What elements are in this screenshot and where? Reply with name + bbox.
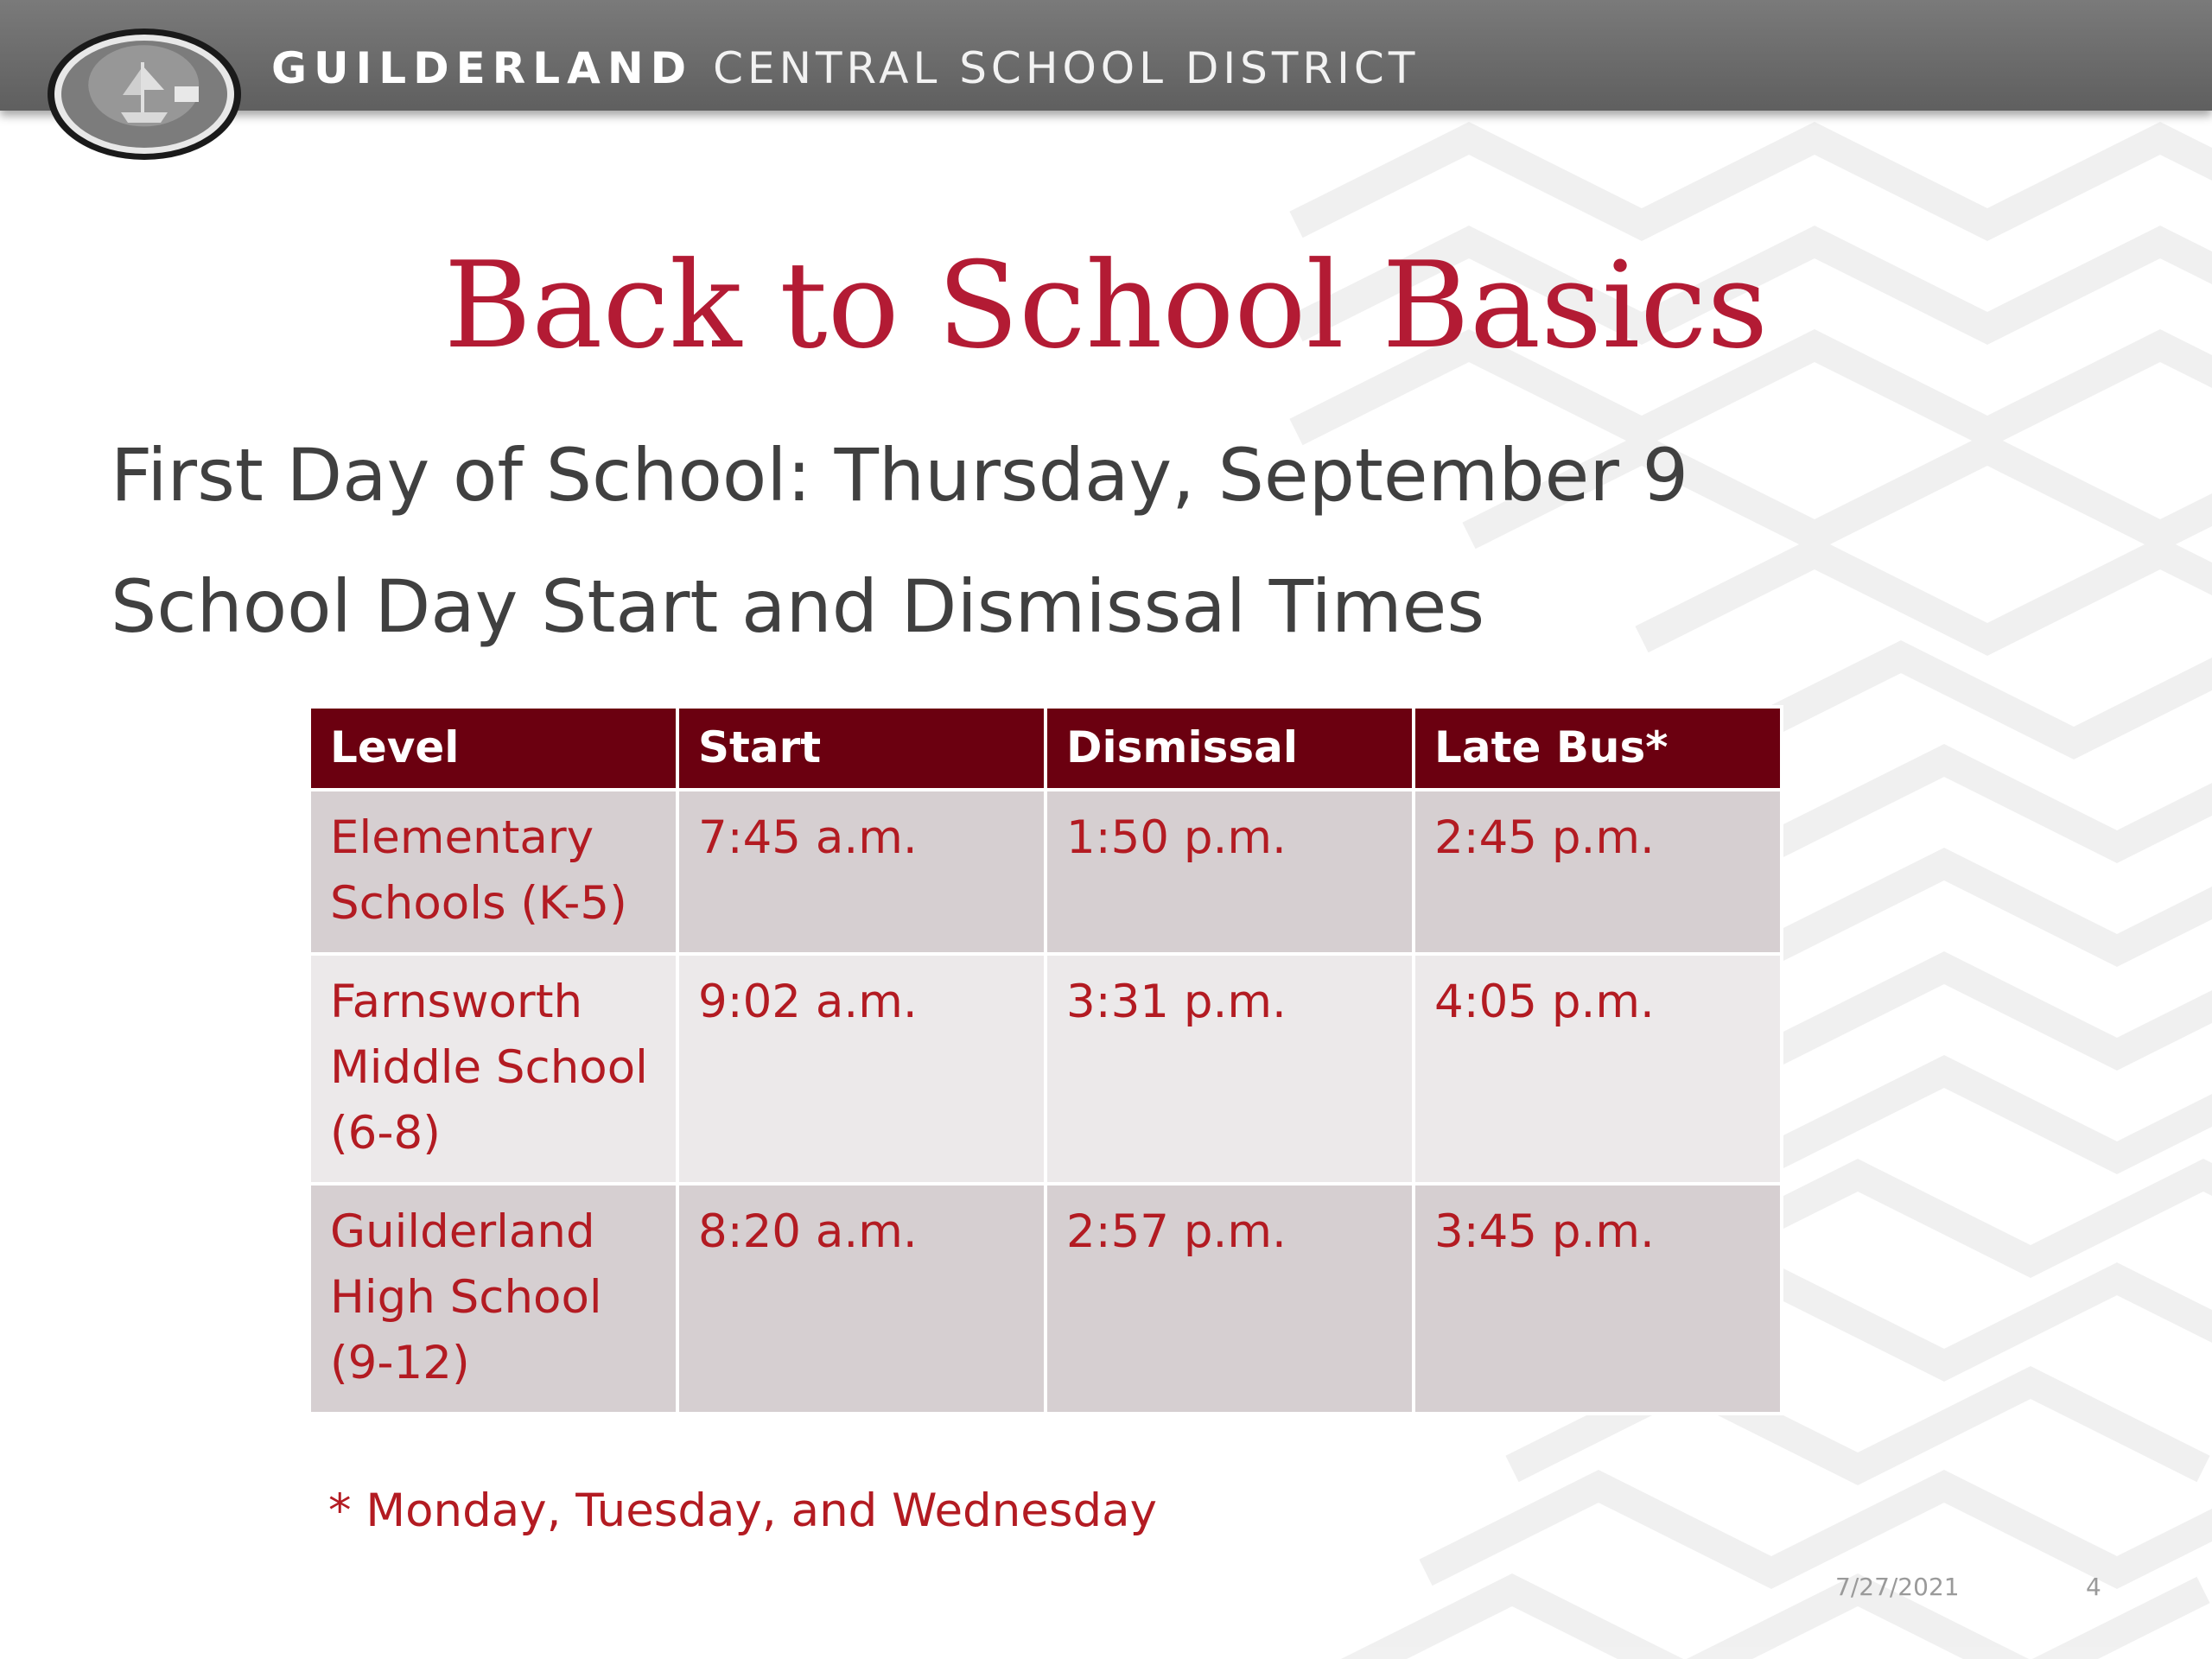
times-heading: School Day Start and Dismissal Times (111, 564, 1485, 649)
start-cell: 8:20 a.m. (677, 1184, 1046, 1414)
first-day-text: First Day of School: Thursday, September 9 (111, 433, 1689, 518)
late-bus-cell: 3:45 p.m. (1414, 1184, 1782, 1414)
schedule-table (308, 705, 1783, 1415)
district-name-light: CENTRAL SCHOOL DISTRICT (713, 43, 1420, 93)
dismissal-cell: 3:31 p.m. (1046, 954, 1414, 1184)
district-name (271, 43, 1420, 93)
late-bus-cell: 2:45 p.m. (1414, 790, 1782, 954)
level-cell: Elementary Schools (K-5) (309, 790, 677, 954)
table-row (309, 1184, 1782, 1414)
start-cell: 9:02 a.m. (677, 954, 1046, 1184)
district-seal-icon (45, 26, 244, 162)
table-header-row (309, 707, 1782, 790)
late-bus-cell: 4:05 p.m. (1414, 954, 1782, 1184)
column-header-late-bus: Late Bus* (1414, 707, 1782, 790)
column-header-dismissal: Dismissal (1046, 707, 1414, 790)
start-cell: 7:45 a.m. (677, 790, 1046, 954)
table-row (309, 790, 1782, 954)
dismissal-cell: 1:50 p.m. (1046, 790, 1414, 954)
column-header-level: Level (309, 707, 677, 790)
slide-date: 7/27/2021 (1835, 1573, 1960, 1601)
footnote: * Monday, Tuesday, and Wednesday (328, 1484, 1157, 1537)
dismissal-cell: 2:57 p.m. (1046, 1184, 1414, 1414)
column-header-start: Start (677, 707, 1046, 790)
table-row (309, 954, 1782, 1184)
district-name-bold: GUILDERLAND (271, 43, 694, 93)
page-number: 4 (2086, 1573, 2101, 1601)
level-cell: Guilderland High School (9-12) (309, 1184, 677, 1414)
level-cell: Farnsworth Middle School (6-8) (309, 954, 677, 1184)
slide-title: Back to School Basics (443, 236, 1769, 375)
